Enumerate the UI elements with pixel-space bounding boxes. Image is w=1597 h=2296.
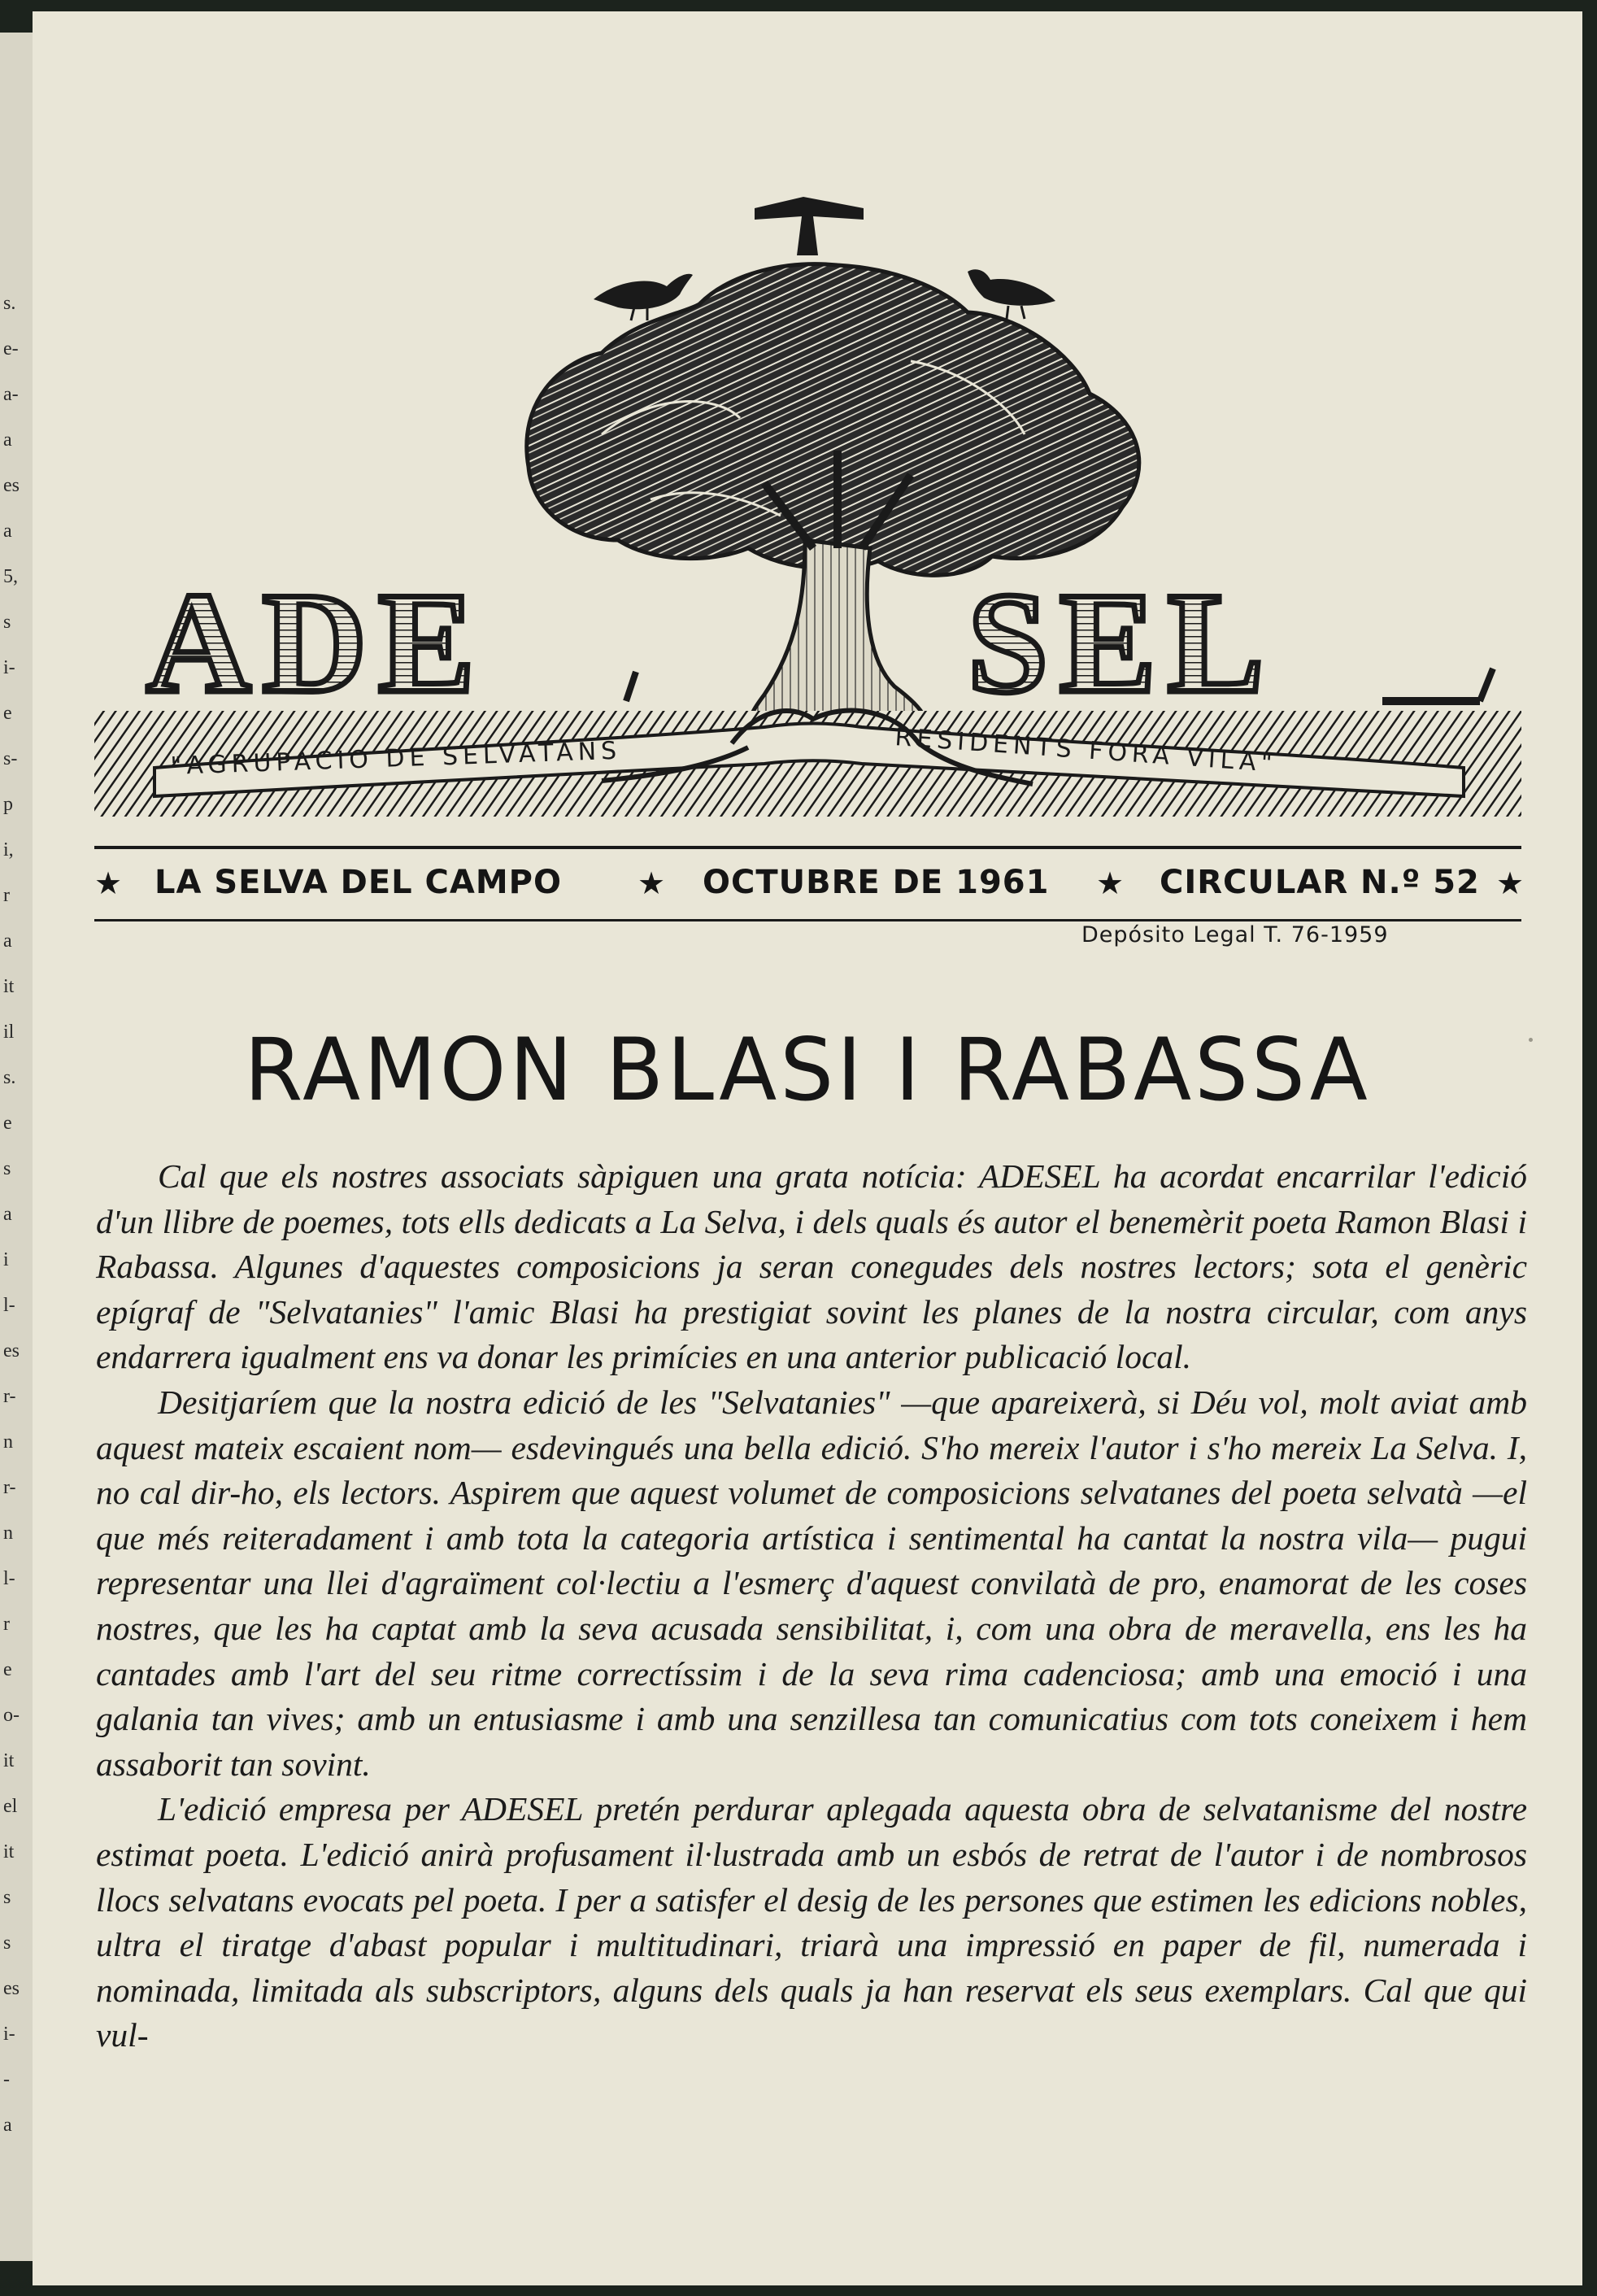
previous-page-fragment: i, — [3, 839, 14, 860]
previous-page-fragment: i- — [3, 657, 15, 678]
previous-page-fragment: a — [3, 1204, 12, 1225]
previous-page-fragment: es — [3, 1978, 20, 1999]
previous-page-fragment: s- — [3, 748, 18, 769]
previous-page-fragment: s. — [3, 293, 16, 314]
previous-page-fragment: it — [3, 976, 15, 997]
previous-page-fragment: it — [3, 1841, 15, 1863]
previous-page-fragment: a — [3, 521, 12, 542]
star-icon: ★ — [637, 867, 666, 901]
previous-page-fragment: i- — [3, 2024, 15, 2045]
previous-page-text — [3, 33, 31, 2261]
previous-page-fragment: o- — [3, 1705, 20, 1726]
tagline-left: "AGRUPACIO DE SELVATANS — [170, 736, 622, 781]
article-paragraph: Cal que els nostres associats sàpiguen una grata notícia: ADESEL ha acordat encarrilar l'edició d'un llibre de poemes, tots ells dedicats a La Selva, i dels quals és autor el benemèrit poeta Ramon Blasi i Rabassa. Algunes d'aquestes composicions ja seran conegudes dels nostres lectors; sota el genèric epígraf de "Selvatanies" l'amic Blasi ha prestigiat sovint les planes de la nostra circular, com anys endarrera igualment ens va donar les primícies en una anterior publicació local. — [96, 1157, 1527, 1376]
previous-page-edge — [0, 33, 34, 2261]
previous-page-fragment: r — [3, 885, 10, 906]
previous-page-fragment: n — [3, 1523, 13, 1544]
issue-place: LA SELVA DEL CAMPO — [154, 864, 562, 901]
tagline-right: RESIDENTS FORA VILA" — [894, 723, 1278, 778]
article-paragraph: Desitjaríem que la nostra edició de les "Selvatanies" —que apareixerà, si Déu vol, molt aviat amb aquest mateix escaient nom— esdevingués una bella edició. S'ho mereix l'autor i s'ho mereix La Selva. I, no cal dir-ho, els lectors. Aspirem que aquest volumet de composicions selvatanes del poeta selvatà —el que més reiteradament i amb tota la categoria artística i sentimental ha cantat la nostra vila— pugui representar una llei d'agraïment col·lectiu a l'esmerç d'aquest convilatà de pro, enamorat de les coses nostres, que les ha captat amb la seva acusada sensibilitat, i, com una obra de meravella, ens les ha cantades amb l'art del seu ritme correctíssim i de la seva rima cadenciosa; amb una emoció i una galania tan vives; amb un entusiasme i amb una senzillesa tan comunicatius com tots coneixem i hem assaborit tan sovint. — [96, 1383, 1527, 1783]
previous-page-fragment: r- — [3, 1386, 16, 1407]
star-icon: ★ — [1496, 867, 1525, 901]
issue-info-bar — [94, 846, 1525, 921]
previous-page-fragment: a — [3, 930, 12, 952]
star-icon: ★ — [94, 867, 123, 901]
previous-page-fragment: s — [3, 1932, 11, 1954]
previous-page-fragment: p — [3, 794, 13, 815]
previous-page-fragment: l- — [3, 1568, 15, 1589]
previous-page-fragment: 5, — [3, 566, 18, 587]
previous-page-fragment: es — [3, 1340, 20, 1361]
previous-page-fragment: e- — [3, 338, 19, 359]
previous-page-fragment: e — [3, 1659, 12, 1680]
previous-page-fragment: - — [3, 2069, 10, 2090]
previous-page-fragment: r — [3, 1614, 10, 1635]
previous-page-fragment: i — [3, 1249, 9, 1270]
logo-left: ADE — [146, 562, 486, 723]
previous-page-fragment: es — [3, 475, 20, 496]
issue-number: CIRCULAR N.º 52 — [1160, 864, 1480, 901]
masthead-artwork — [33, 11, 1582, 833]
previous-page-fragment: r- — [3, 1477, 16, 1498]
bird-right-icon — [968, 269, 1055, 319]
previous-page-fragment: l- — [3, 1295, 15, 1316]
previous-page-fragment: n — [3, 1431, 13, 1453]
article-body — [96, 1154, 1527, 2059]
previous-page-fragment: el — [3, 1796, 18, 1817]
previous-page-fragment: a — [3, 429, 12, 451]
previous-page-fragment: s — [3, 612, 11, 633]
newsletter-page — [33, 11, 1582, 2285]
paper-speck — [1529, 1038, 1533, 1042]
previous-page-fragment: a — [3, 2115, 12, 2136]
previous-page-fragment: il — [3, 1022, 15, 1043]
star-icon: ★ — [1096, 867, 1125, 901]
article-paragraph: L'edició empresa per ADESEL pretén perdurar aplegada aquesta obra de selvatanisme del nostre estimat poeta. L'edició anirà profusament il·lustrada amb un esbós de retrat de l'autor i de nombrosos llocs selvatans evocats pel poeta. I per a satisfer el desig de les persones que estimen les edicions nobles, ultra el tiratge d'abast popular i multitudinari, triarà una impressió en paper de fil, numerada i nominada, limitada als subscriptors, alguns dels quals ja han reservat els seus exemplars. Cal que qui vul- — [96, 1790, 1527, 2054]
previous-page-fragment: s — [3, 1887, 11, 1908]
previous-page-fragment: s — [3, 1158, 11, 1179]
previous-page-fragment: e — [3, 1113, 12, 1134]
previous-page-fragment: it — [3, 1750, 15, 1771]
legal-deposit: Depósito Legal T. 76-1959 — [1081, 922, 1389, 948]
logo-right: SEL — [968, 562, 1276, 723]
issue-date: OCTUBRE DE 1961 — [703, 864, 1050, 901]
previous-page-fragment: s. — [3, 1067, 16, 1088]
article-title: RAMON BLASI I RABASSA — [244, 1020, 1371, 1120]
previous-page-fragment: a- — [3, 384, 19, 405]
masthead — [33, 11, 1582, 833]
previous-page-fragment: e — [3, 703, 12, 724]
tau-cross-icon — [755, 197, 864, 255]
